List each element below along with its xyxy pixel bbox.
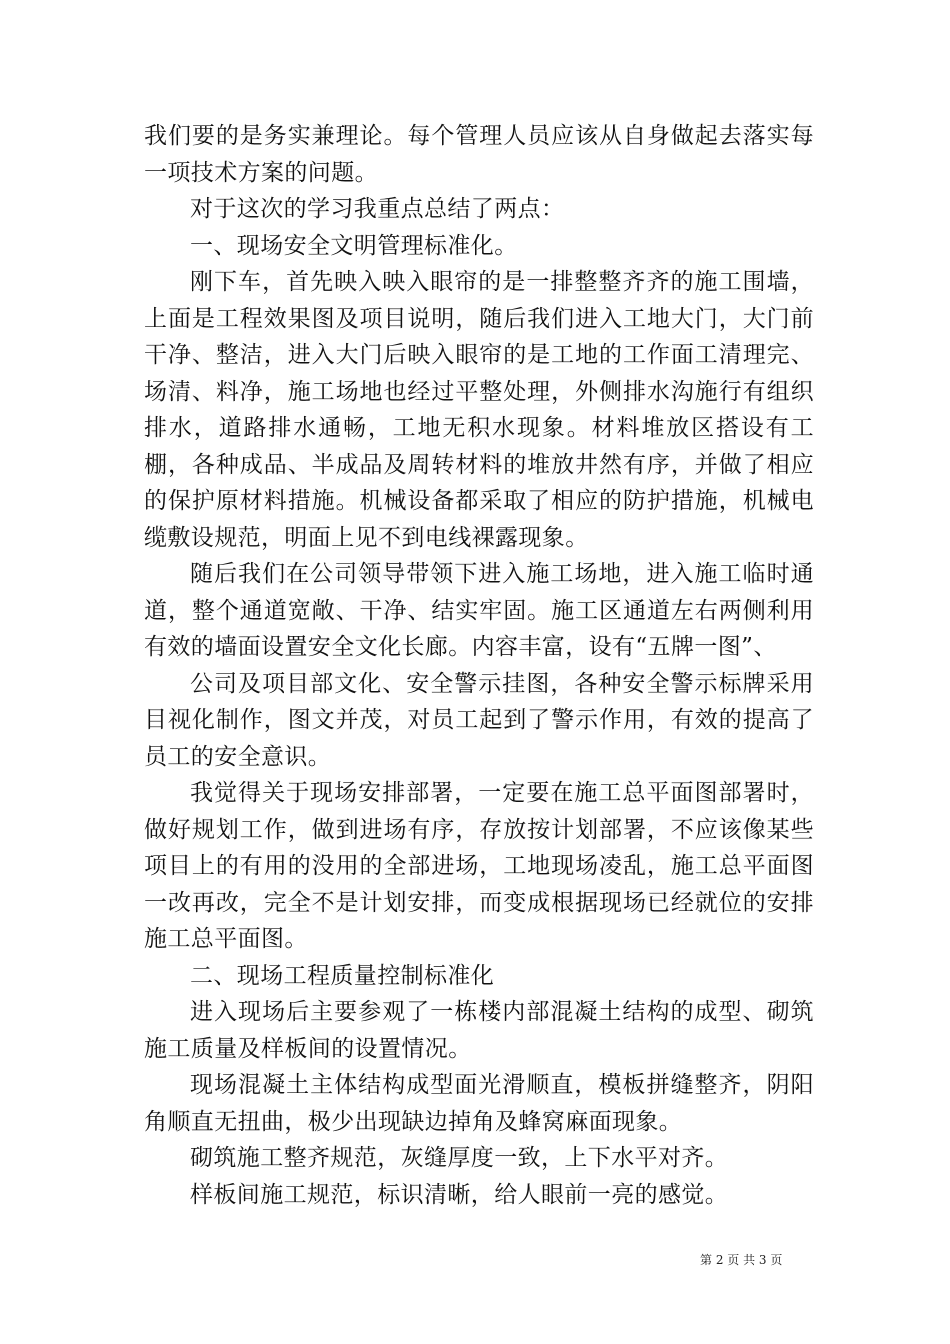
section-heading: 一、现场安全文明管理标准化。 [190,232,518,259]
paragraph: 公司及项目部文化、安全警示挂图，各种安全警示标牌采用目视化制作，图文并茂，对员工起到了警示作用，有效的提高了员工的安全意识。 [144,670,814,770]
paragraph: 进入现场后主要参观了一栋楼内部混凝土结构的成型、砌筑施工质量及样板间的设置情况。 [144,999,814,1062]
paragraph: 刚下车，首先映入映入眼帘的是一排整整齐齐的施工围墙，上面是工程效果图及项目说明，随后我们进入工地大门，大门前干净、整洁，进入大门后映入眼帘的是工地的工作面工清理完、场清、料净，施工场地也经过平整处理，外侧排水沟施行有组织排水，道路排水通畅，工地无积水现象。材料堆放区搭设有工棚，各种成品、半成品及周转材料的堆放井然有序，并做了相应的保护原材料措施。机械设备都采取了相应的防护措施，机械电缆敷设规范，明面上见不到电线裸露现象。 [144,269,814,551]
paragraph: 我们要的是务实兼理论。每个管理人员应该从自身做起去落实每一项技术方案的问题。 [144,123,814,186]
paragraph: 砌筑施工整齐规范，灰缝厚度一致，上下水平对齐。 [190,1145,729,1171]
paragraph: 随后我们在公司领导带领下进入施工场地，进入施工临时通道，整个通道宽敞、干净、结实牢固。施工区通道左右两侧利用有效的墙面设置安全文化长廊。内容丰富，设有“五牌一图”、 [144,561,814,660]
paragraph: 样板间施工规范，标识清晰，给人眼前一亮的感觉。 [190,1181,729,1208]
section-heading: 二、现场工程质量控制标准化 [190,962,495,989]
paragraph: 我觉得关于现场安排部署，一定要在施工总平面图部署时，做好规划工作，做到进场有序，存放按计划部署，不应该像某些项目上的有用的没用的全部进场，工地现场凌乱，施工总平面图一改再改，完全不是计划安排，而变成根据现场已经就位的安排施工总平面图。 [144,780,814,952]
document-body [144,118,814,1213]
paragraph: 对于这次的学习我重点总结了两点： [190,196,565,222]
page-number-footer: 第 2 页 共 3 页 [700,1253,783,1267]
paragraph: 现场混凝土主体结构成型面光滑顺直，模板拼缝整齐，阴阳角顺直无扭曲，极少出现缺边掉角及蜂窝麻面现象。 [144,1072,814,1135]
